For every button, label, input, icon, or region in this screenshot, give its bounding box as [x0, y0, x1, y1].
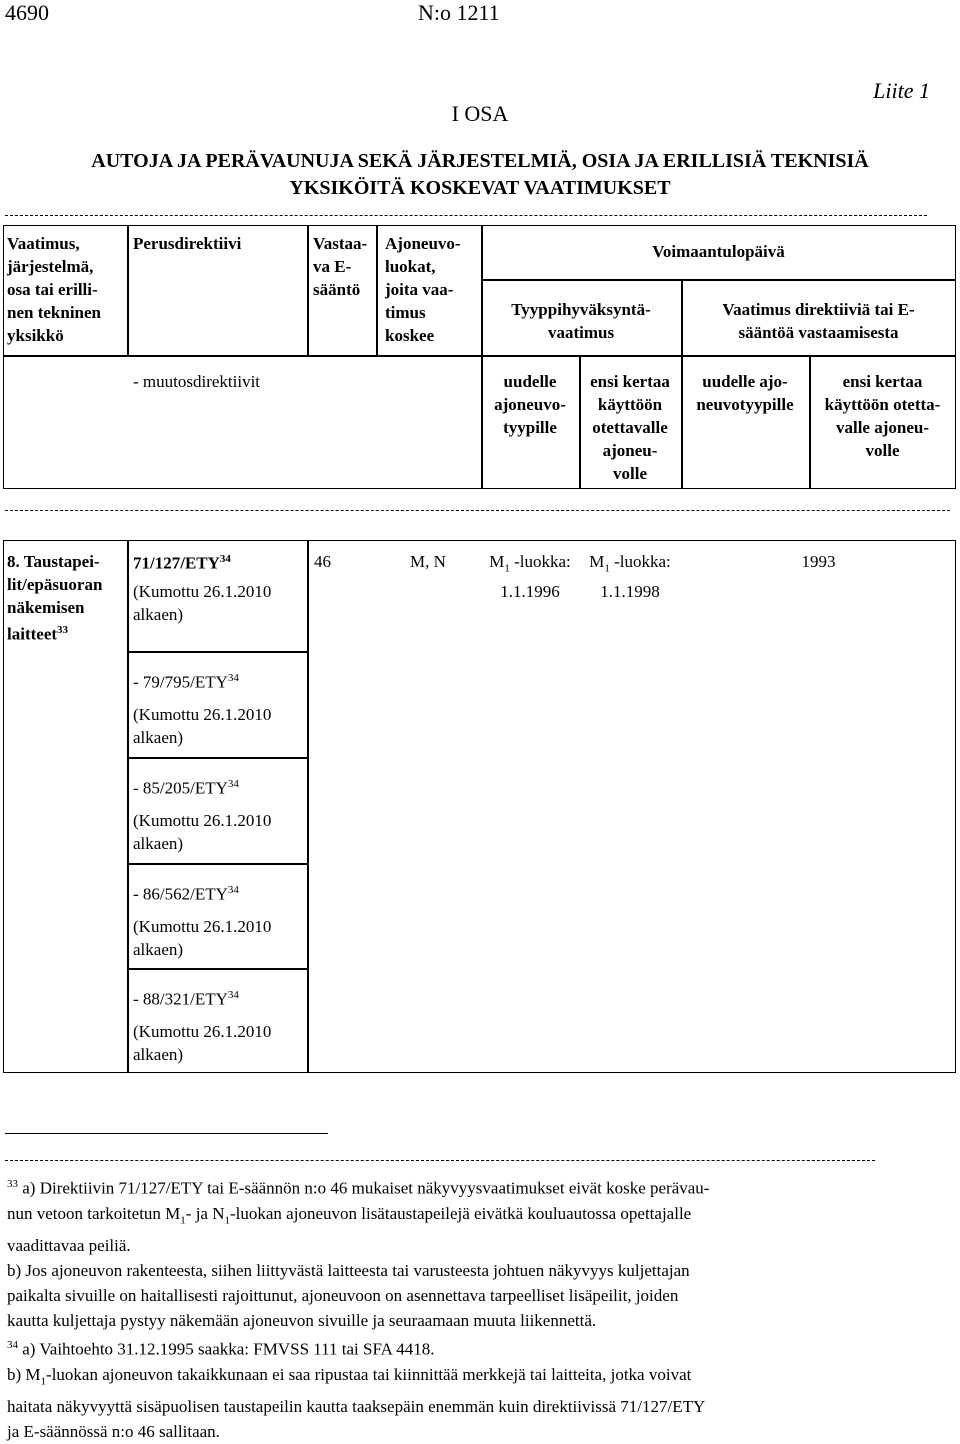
footnote-separator [5, 1133, 328, 1134]
header-type-approval: Tyyppihyväksyntä- vaatimus [511, 300, 651, 342]
footnote-33-b-line1: b) Jos ajoneuvon rakenteesta, siihen liittyvästä laitteesta tai varusteesta johtuen näkyvyys kuljettajan [7, 1261, 690, 1281]
part-label: I OSA [451, 101, 509, 126]
header-requirement: Vaatimus, järjestelmä, osa tai erilli- nen tekninen yksikkö [7, 234, 101, 345]
header-ece-regulation: Vastaa- va E- sääntö [313, 234, 368, 299]
footnote-33-a-line1: $^{33}$ a) Direktiivin 71/127/ETY tai E-säännön n:o 46 mukaiset näkyvyysvaatimukset eivät koske perävau- [7, 1178, 710, 1198]
requirement-item: 8. Taustapei- lit/epäsuoran näkemisen laitteet$^{33}$ [7, 552, 103, 644]
header-base-directive: Perusdirektiivi [133, 234, 242, 253]
footnote-ref: 33 [57, 624, 69, 636]
amendment-item: - 86/562/ETY$^{34}$ (Kumottu 26.1.2010 alkaen) [133, 884, 272, 959]
grid-line [127, 651, 307, 653]
type-approval-first-value: $M_1$ -luokka: 1.1.1998 [589, 552, 671, 602]
grid-line [376, 225, 378, 355]
title-line-1: AUTOJA JA PERÄVAUNUJA SEKÄ JÄRJESTELMIÄ, OSIA JA ERILLISIÄ TEKNISIÄ [91, 150, 869, 172]
footnote-34-b-line1: b) $M_1$-luokan ajoneuvon takaikkunaan ei saa ripustaa tai kiinnittää merkkejä tai laitteita, jotka voivat [7, 1364, 692, 1388]
divider [5, 215, 927, 216]
grid-line [127, 225, 129, 355]
title-line-2: YKSIKÖITÄ KOSKEVAT VAATIMUKSET [289, 177, 671, 199]
issue-number: N:o 1211 [418, 0, 500, 25]
header-entry-into-force: Voimaantulopäivä [652, 242, 785, 261]
divider [5, 1160, 875, 1161]
compliance-year-value: 1993 [801, 552, 836, 571]
ece-regulation-value: 46 [314, 552, 331, 571]
grid-line [3, 355, 956, 357]
header-compliance: Vaatimus direktiiviä tai E- sääntöä vastaamisesta [722, 300, 915, 342]
amendment-item: - 79/795/ETY$^{34}$ (Kumottu 26.1.2010 alkaen) [133, 672, 272, 747]
footnote-33-b-line3: kautta kuljettaja pystyy näkemään ajoneuvon sivuille ja seuraamaan muuta liikennettä. [7, 1311, 597, 1331]
footnote-34-b-line2: haitata näkyvyyttä sisäpuolisen taustapeilin kautta taaksepäin enemmän kuin direktiivissä 71/127/ETY [7, 1397, 706, 1417]
divider [5, 510, 950, 511]
grid-line [127, 540, 129, 1073]
footnote-34-a: $^{34}$ a) Vaihtoehto 31.12.1995 saakka: FMVSS 111 tai SFA 4418. [7, 1339, 435, 1359]
grid-line [307, 225, 309, 355]
grid-line [481, 279, 956, 281]
footnote-33-a-line2: nun vetoon tarkoitetun $M_1-$ ja $N_1$-luokan ajoneuvon lisätaustapeilejä eivätkä kouluautossa opettajalle [7, 1203, 692, 1227]
footnote-33-b-line2: paikalta sivuille on haitallisesti rajoittunut, ajoneuvoon on asennettava tarpeelliset lisäpeilit, joiden [7, 1286, 679, 1306]
header-new-type-approval: uudelle ajoneuvo- tyypille [494, 372, 566, 437]
vehicle-categories-value: M, N [410, 552, 446, 571]
annex-label: Liite 1 [873, 78, 930, 103]
grid-line [307, 540, 309, 1073]
amendment-item: - 88/321/ETY$^{34}$ (Kumottu 26.1.2010 alkaen) [133, 989, 272, 1064]
header-vehicle-categories: Ajoneuvo- luokat, joita vaa- timus koskee [385, 234, 461, 345]
grid-line [481, 225, 483, 489]
page-number: 4690 [5, 0, 49, 25]
footnotes [7, 1172, 937, 1444]
footnote-34-b-line3: ja E-säännössä n:o 46 sallitaan. [7, 1422, 220, 1442]
base-directive-cell: 71/127/ETY$^{34}$ (Kumottu 26.1.2010 alkaen) [133, 553, 272, 624]
amendment-item: - 85/205/ETY$^{34}$ (Kumottu 26.1.2010 alkaen) [133, 778, 272, 853]
header-amending-directives: - muutosdirektiivit [133, 372, 261, 391]
grid-line [127, 757, 307, 759]
type-approval-new-value: $M_1$ -luokka: 1.1.1996 [489, 552, 571, 602]
header-first-use-compliance: ensi kertaa käyttöön otetta- valle ajoneu- volle [824, 372, 941, 460]
grid-line [127, 863, 307, 865]
header-new-type-compliance: uudelle ajo- neuvotyypille [696, 372, 794, 414]
header-first-use-approval: ensi kertaa käyttöön otettavalle ajoneu- volle [590, 372, 670, 483]
footnote-33-a-line3: vaadittavaa peiliä. [7, 1236, 131, 1256]
document-title [0, 148, 960, 202]
grid-line [127, 968, 307, 970]
